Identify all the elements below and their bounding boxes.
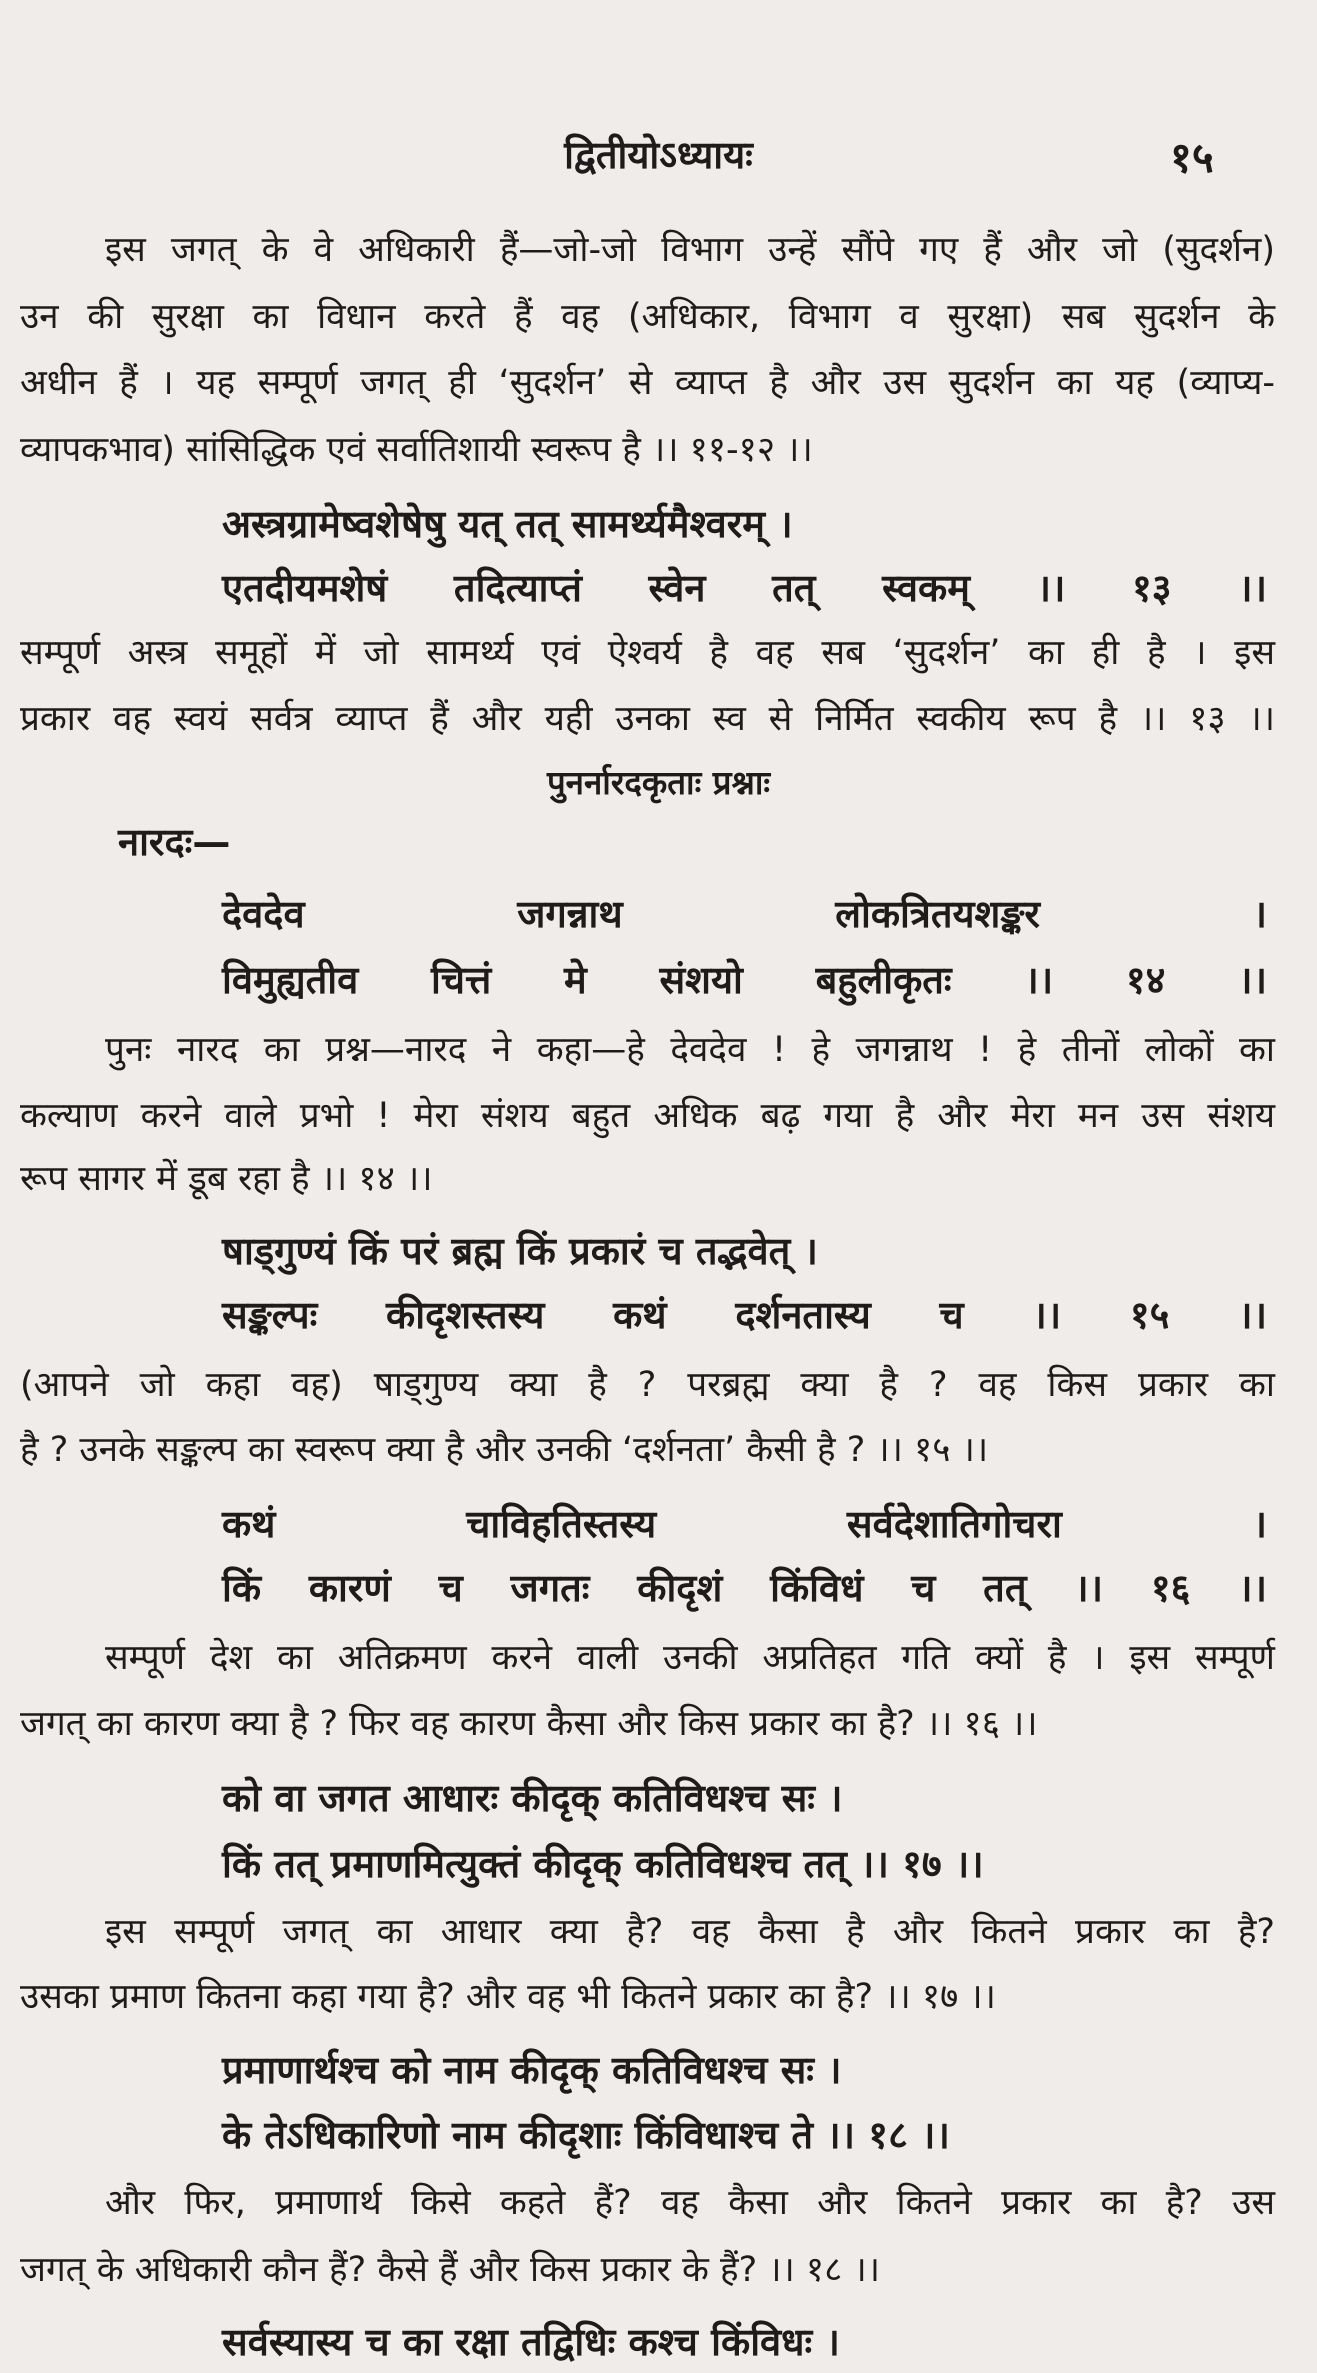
translation-line: कल्याण करने वाले प्रभो ! मेरा संशय बहुत अधिक बढ़ गया है और मेरा मन उस संशय <box>20 1096 1275 1136</box>
translation-line: इस सम्पूर्ण जगत् का आधार क्या है? वह कैसा है और कितने प्रकार का है? <box>105 1912 1275 1952</box>
speaker-label: नारदः— <box>118 820 231 864</box>
verse-line: प्रमाणार्थश्च को नाम कीदृक् कतिविधश्च सः । <box>222 2048 842 2092</box>
translation-line: और फिर, प्रमाणार्थ किसे कहते हैं? वह कैसा और कितने प्रकार का है? उस <box>105 2183 1275 2223</box>
page-number: १५ <box>1170 133 1214 182</box>
translation-line: है ? उनके सङ्कल्प का स्वरूप क्या है और उनकी ‘दर्शनता’ कैसी है ? ।। १५ ।। <box>20 1430 989 1470</box>
translation-line: रूप सागर में डूब रहा है ।। १४ ।। <box>20 1159 433 1199</box>
verse-line: कथं चाविहतिस्तस्य सर्वदेशातिगोचरा । <box>222 1502 1267 1546</box>
translation-line: सम्पूर्ण अस्त्र समूहों में जो सामर्थ्य एवं ऐश्वर्य है वह सब ‘सुदर्शन’ का ही है । इस <box>20 633 1275 673</box>
verse-line: एतदीयमशेषं तदित्याप्तं स्वेन तत् स्वकम् ।। १३ ।। <box>222 566 1267 610</box>
verse-line: किं तत् प्रमाणमित्युक्तं कीदृक् कतिविधश्च तत् ।। १७ ।। <box>222 1842 984 1886</box>
translation-line: अधीन हैं । यह सम्पूर्ण जगत् ही ‘सुदर्शन’ से व्याप्त है और उस सुदर्शन का यह (व्याप्य- <box>20 363 1275 403</box>
translation-line: व्यापकभाव) सांसिद्धिक एवं सर्वातिशायी स्वरूप है ।। ११-१२ ।। <box>20 430 813 470</box>
verse-line: किं कारणं च जगतः कीदृशं किंविधं च तत् ।। १६ ।। <box>222 1566 1267 1610</box>
translation-line: उन की सुरक्षा का विधान करते हैं वह (अधिकार, विभाग व सुरक्षा) सब सुदर्शन के <box>20 297 1275 337</box>
verse-line: को वा जगत आधारः कीदृक् कतिविधश्च सः । <box>222 1776 843 1820</box>
translation-line: जगत् के अधिकारी कौन हैं? कैसे हैं और किस प्रकार के हैं? ।। १८ ।। <box>20 2250 880 2290</box>
translation-line: (आपने जो कहा वह) षाड्गुण्य क्या है ? परब्रह्म क्या है ? वह किस प्रकार का <box>20 1365 1275 1405</box>
translation-line: सम्पूर्ण देश का अतिक्रमण करने वाली उनकी अप्रतिहत गति क्यों है । इस सम्पूर्ण <box>105 1638 1275 1678</box>
translation-line: उसका प्रमाण कितना कहा गया है? और वह भी कितने प्रकार का है? ।। १७ ।। <box>20 1977 996 2017</box>
verse-line: के तेऽधिकारिणो नाम कीदृशाः किंविधाश्च ते ।। १८ ।। <box>222 2113 950 2157</box>
translation-line: इस जगत् के वे अधिकारी हैं—जो-जो विभाग उन्हें सौंपे गए हैं और जो (सुदर्शन) <box>105 230 1275 270</box>
verse-line: षाड्गुण्यं किं परं ब्रह्म किं प्रकारं च तद्भवेत् । <box>222 1229 818 1273</box>
verse-line: सङ्कल्पः कीदृशस्तस्य कथं दर्शनतास्य च ।। १५ ।। <box>222 1293 1267 1337</box>
chapter-title: द्वितीयोऽध्यायः <box>564 133 753 177</box>
verse-line: अस्त्रग्रामेष्वशेषेषु यत् तत् सामर्थ्यमैश्वरम् । <box>222 502 793 546</box>
verse-line: देवदेव जगन्नाथ लोकत्रितयशङ्कर । <box>222 892 1267 936</box>
verse-line: सर्वस्यास्य च का रक्षा तद्विधिः कश्च किंविधः । <box>222 2320 840 2364</box>
translation-line: पुनः नारद का प्रश्न—नारद ने कहा—हे देवदेव ! हे जगन्नाथ ! हे तीनों लोकों का <box>105 1030 1275 1070</box>
section-heading: पुनर्नारदकृताः प्रश्नाः <box>546 763 771 802</box>
translation-line: जगत् का कारण क्या है ? फिर वह कारण कैसा और किस प्रकार का है? ।। १६ ।। <box>20 1704 1038 1744</box>
translation-line: प्रकार वह स्वयं सर्वत्र व्याप्त हैं और यही उनका स्व से निर्मित स्वकीय रूप है ।। १३ ।। <box>20 699 1275 739</box>
verse-line: विमुह्यतीव चित्तं मे संशयो बहुलीकृतः ।। १४ ।। <box>222 958 1267 1002</box>
